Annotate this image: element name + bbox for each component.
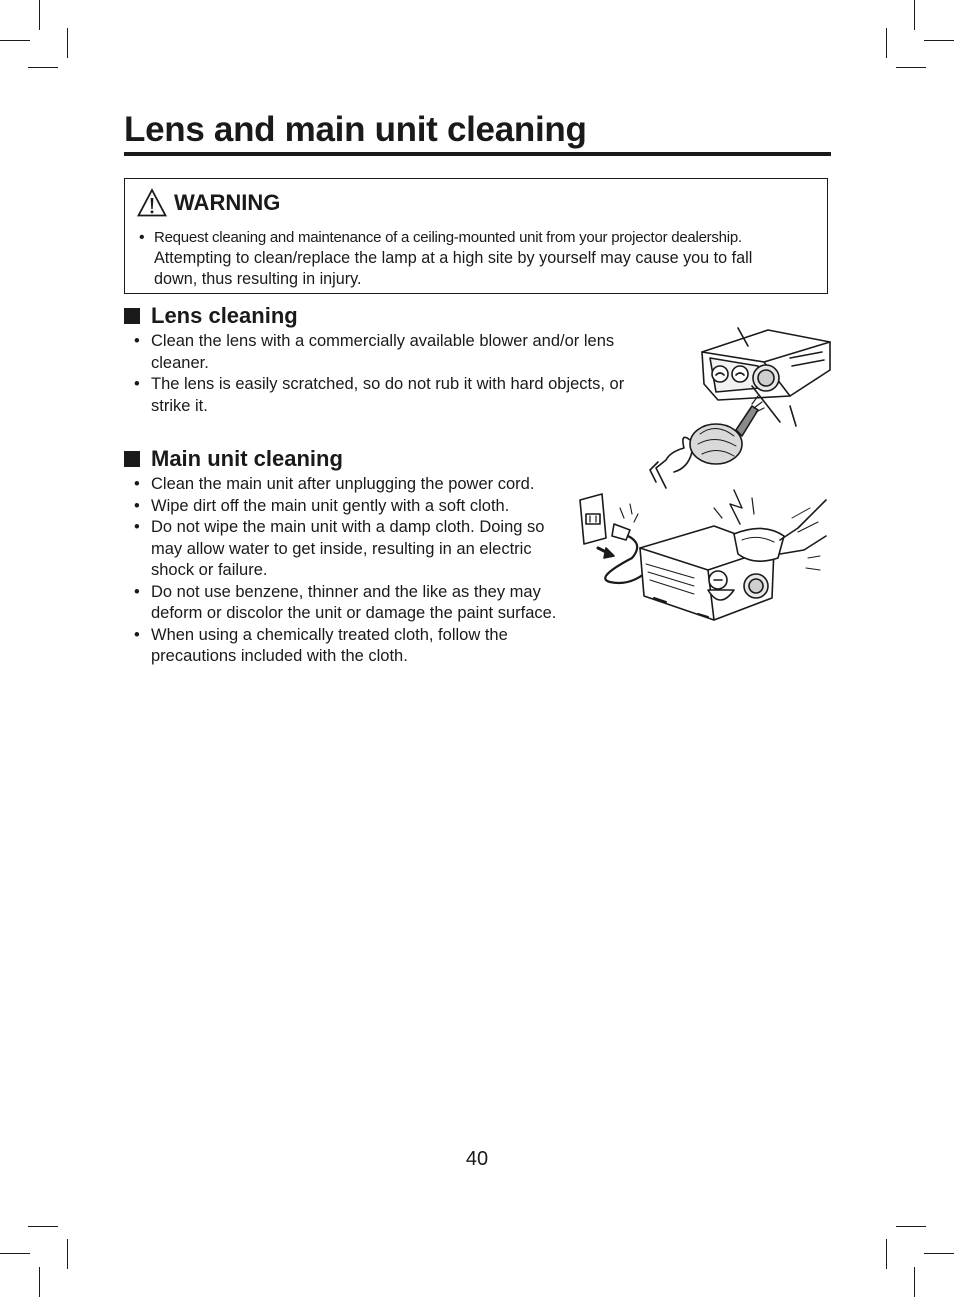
lens-cleaning-list	[134, 331, 634, 417]
bullet-glyph: •	[139, 229, 145, 246]
warning-box	[124, 178, 828, 294]
crop-mark	[886, 28, 887, 58]
warning-label: WARNING	[174, 190, 281, 215]
crop-mark	[896, 1226, 926, 1227]
main-unit-cloth-illustration	[574, 478, 830, 628]
warning-line: down, thus resulting in injury.	[154, 270, 362, 288]
crop-mark	[896, 67, 926, 68]
page-title: Lens and main unit cleaning	[124, 110, 587, 149]
crop-mark	[914, 1267, 915, 1297]
list-item: • The lens is easily scratched, so do not rub it with hard objects, or strike it.	[134, 374, 634, 417]
section-heading-text: Lens cleaning	[151, 303, 298, 328]
page-number: 40	[465, 1148, 489, 1170]
warning-header	[137, 188, 280, 218]
list-item: • Clean the main unit after unplugging the power cord.	[134, 474, 564, 496]
lens-blower-illustration	[640, 322, 840, 490]
section-heading-text: Main unit cleaning	[151, 446, 343, 471]
crop-mark	[67, 1239, 68, 1269]
crop-mark	[914, 0, 915, 30]
warning-line: Request cleaning and maintenance of a ceiling-mounted unit from your projector dealership.	[154, 229, 742, 246]
crop-mark	[924, 40, 954, 41]
section-heading-lens-cleaning	[124, 302, 298, 330]
list-item: • Wipe dirt off the main unit gently with a soft cloth.	[134, 496, 564, 518]
warning-line: Attempting to clean/replace the lamp at a high site by yourself may cause you to fall	[154, 249, 753, 267]
main-unit-cleaning-list	[134, 474, 564, 668]
list-item: • When using a chemically treated cloth, follow the precautions included with the cloth.	[134, 625, 546, 668]
crop-mark	[39, 0, 40, 30]
square-bullet-icon	[124, 451, 140, 467]
crop-mark	[28, 1226, 58, 1227]
warning-text	[154, 227, 824, 290]
list-item: • Do not use benzene, thinner and the like as they may deform or discolor the unit or damage the paint surface.	[134, 582, 564, 625]
warning-triangle-icon	[137, 188, 167, 218]
crop-mark	[0, 40, 30, 41]
crop-mark	[39, 1267, 40, 1297]
list-item: • Do not wipe the main unit with a damp cloth. Doing so may allow water to get inside, resulting in an electric shock or failure.	[134, 517, 546, 582]
crop-mark	[886, 1239, 887, 1269]
section-heading-main-unit-cleaning	[124, 445, 343, 473]
crop-mark	[924, 1253, 954, 1254]
crop-mark	[67, 28, 68, 58]
crop-mark	[28, 67, 58, 68]
title-underline	[124, 152, 831, 156]
square-bullet-icon	[124, 308, 140, 324]
list-item: • Clean the lens with a commercially available blower and/or lens cleaner.	[134, 331, 634, 374]
crop-mark	[0, 1253, 30, 1254]
